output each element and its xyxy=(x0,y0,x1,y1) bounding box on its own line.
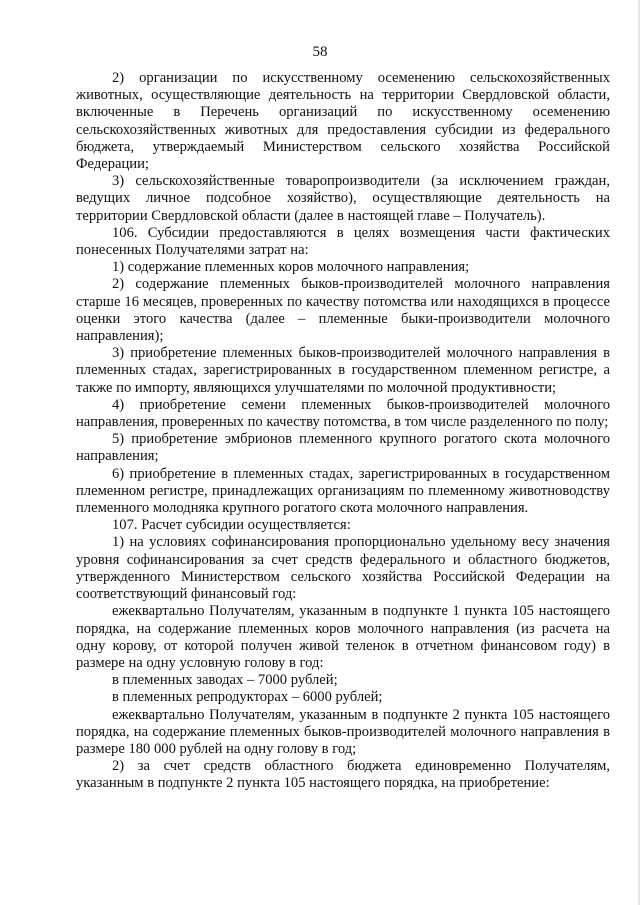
paragraph: 1) на условиях софинансирования пропорционально удельному весу значения уровня софинансирования за счет средств федерального и областного бюджетов, утвержденного Министерством сельского хозяйства Российской Федерации на соответствующий финансовый год: xyxy=(76,534,610,603)
document-body xyxy=(76,70,610,793)
paragraph: 2) организации по искусственному осеменению сельскохозяйственных животных, осуществляющие деятельность на территории Свердловской области, включенные в Перечень организаций по искусственному осеменению сельскохозяйственных животных для предоставления субсидии из федерального бюджета, утверждаемый Министерством сельского хозяйства Российской Федерации; xyxy=(76,70,610,173)
paragraph: 4) приобретение семени племенных быков-производителей молочного направления, проверенных по качеству потомства, в том числе разделенного по полу; xyxy=(76,396,610,431)
paragraph: 6) приобретение в племенных стадах, зарегистрированных в государственном племенном регистре, принадлежащих организациям по племенному животноводству племенного молодняка крупного рогатого скота молочного направления. xyxy=(76,465,610,517)
paragraph: 2) за счет средств областного бюджета единовременно Получателям, указанным в подпункте 2 пункта 105 настоящего порядка, на приобретение: xyxy=(76,758,610,792)
paragraph: 3) приобретение племенных быков-производителей молочного направления в племенных стадах, зарегистрированных в государственном племенном регистре, а также по импорту, являющихся улучшателями по молочной продуктивности; xyxy=(76,345,610,396)
paragraph: в племенных репродукторах – 6000 рублей; xyxy=(112,689,383,706)
paragraph: ежеквартально Получателям, указанным в подпункте 2 пункта 105 настоящего порядка, на содержание племенных быков-производителей молочного направления в размере 180 000 рублей на одну голову в год; xyxy=(76,706,610,757)
paragraph: 106. Субсидии предоставляются в целях возмещения части фактических понесенных Получателями затрат на: xyxy=(76,224,610,259)
paragraph: 3) сельскохозяйственные товаропроизводители (за исключением граждан, ведущих личное подсобное хозяйство), осуществляющие деятельность на территории Свердловской области (далее в настоящей главе – Получатель). xyxy=(76,173,610,224)
paragraph: 2) содержание племенных быков-производителей молочного направления старше 16 месяцев, проверенных по качеству потомства или находящихся в процессе оценки этого качества (далее – племенные быки-производители молочного направления); xyxy=(76,276,610,345)
paragraph: в племенных заводах – 7000 рублей; xyxy=(112,672,338,689)
paragraph: 107. Расчет субсидии осуществляется: xyxy=(112,517,351,534)
page-number: 58 xyxy=(312,44,328,60)
paragraph: 5) приобретение эмбрионов племенного крупного рогатого скота молочного направления; xyxy=(76,431,610,465)
paragraph: ежеквартально Получателям, указанным в подпункте 1 пункта 105 настоящего порядка, на содержание племенных коров молочного направления (из расчета на одну корову, от которой получен живой теленок в отчетном финансовом году) в размере на одну условную голову в год: xyxy=(76,603,610,671)
paragraph: 1) содержание племенных коров молочного направления; xyxy=(112,259,470,276)
